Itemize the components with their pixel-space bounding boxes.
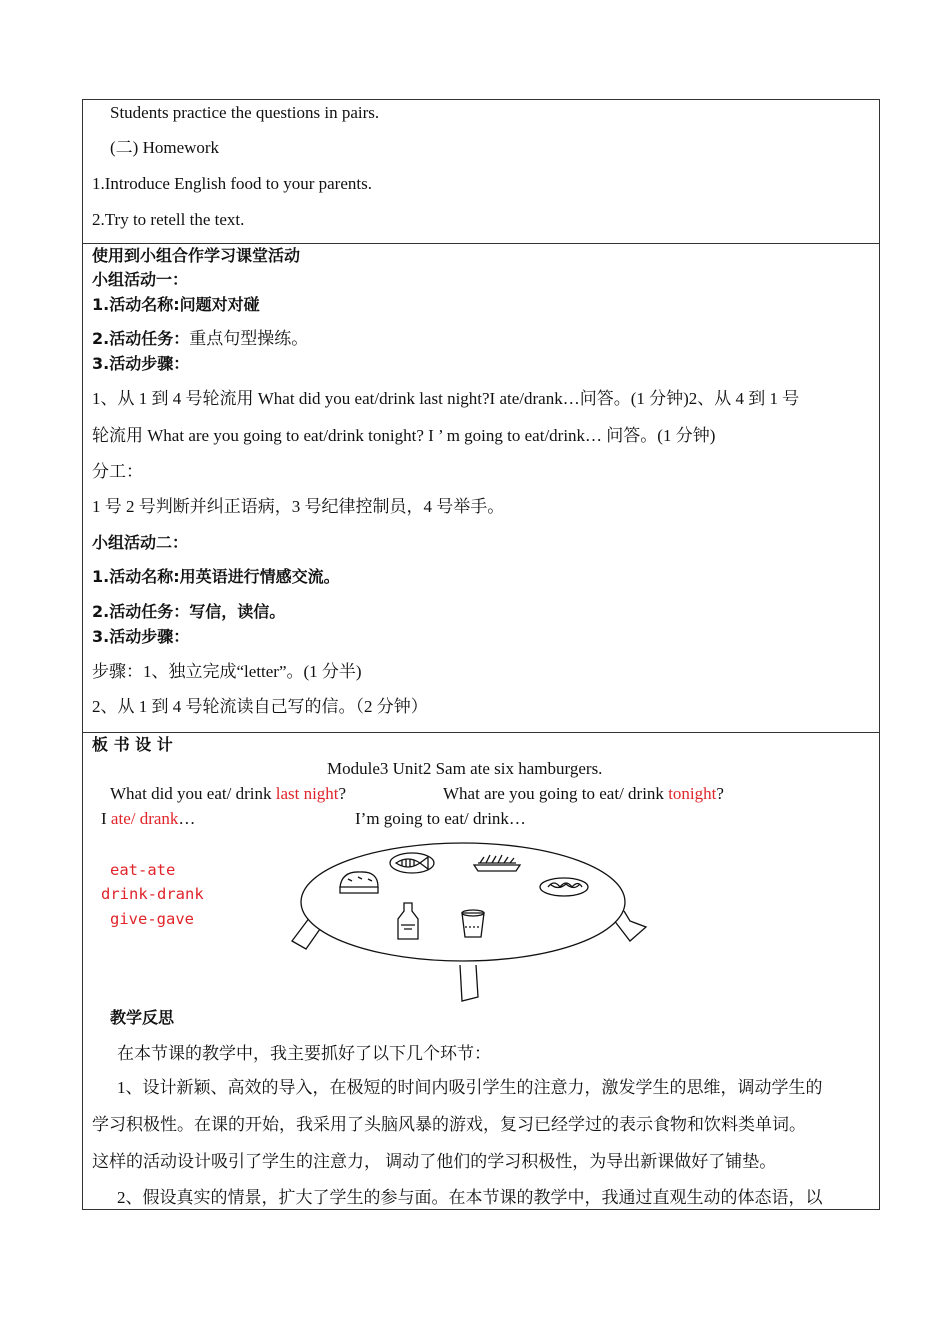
question-past: What did you eat/ drink last night? (110, 784, 347, 803)
homework-item-1: 1.Introduce English food to your parents. (92, 174, 372, 193)
verb-pair-3: give-gave (110, 910, 194, 928)
blackboard-title: Module3 Unit2 Sam ate six hamburgers. (327, 759, 603, 778)
reflection-line-3: 学习积极性。在课的开始，我采用了头脑风暴的游戏，复习已经学过的表示食物和饮料类单词。 (92, 1115, 806, 1134)
verb-pair-1: eat-ate (110, 861, 176, 879)
homework-heading: (二) Homework (110, 138, 220, 157)
group1-division-label: 分工： (92, 462, 143, 481)
group2-step-a: 步骤：1、独立完成“letter”。(1 分半) (92, 662, 362, 681)
group2-name: 1.活动名称:用英语进行情感交流。 (92, 567, 340, 586)
answer-past: I ate/ drank… (101, 809, 196, 828)
blackboard-heading: 板 书 设 计 (92, 735, 173, 754)
group2-steps-label: 3.活动步骤： (92, 627, 190, 646)
reflection-line-5: 2、假设真实的情景，扩大了学生的参与面。在本节课的教学中，我通过直观生动的体态语，以 (117, 1188, 823, 1207)
group2-step-b: 2、从 1 到 4 号轮流读自己写的信。（2 分钟） (92, 697, 428, 716)
group-activity-heading: 使用到小组合作学习课堂活动 (92, 246, 301, 265)
homework-cell (83, 100, 879, 244)
reflection-line-2: 1、设计新颖、高效的导入，在极短的时间内吸引学生的注意力，激发学生的思维，调动学生的 (117, 1078, 823, 1097)
group2-task: 2.活动任务：写信，读信。 (92, 602, 286, 621)
group1-division: 1 号 2 号判断并纠正语病，3 号纪律控制员，4 号举手。 (92, 497, 505, 516)
blackboard-cell (83, 733, 879, 1211)
question-future: What are you going to eat/ drink tonight? (443, 784, 724, 803)
table-food-illustration (288, 837, 658, 1007)
answer-future: I’m going to eat/ drink… (355, 809, 526, 828)
homework-item-2: 2.Try to retell the text. (92, 210, 245, 229)
practice-line: Students practice the questions in pairs. (110, 103, 380, 122)
group1-step-b: 轮流用 What are you going to eat/drink tonight? I ’ m going to eat/drink… 问答。(1 分钟) (92, 426, 716, 445)
group1-steps-label: 3.活动步骤： (92, 354, 190, 373)
reflection-line-4: 这样的活动设计吸引了学生的注意力， 调动了他们的学习积极性，为导出新课做好了铺垫。 (92, 1152, 777, 1171)
reflection-line-1: 在本节课的教学中，我主要抓好了以下几个环节： (117, 1044, 491, 1063)
group1-task: 2.活动任务：重点句型操练。 (92, 329, 309, 348)
verb-pair-2: drink-drank (101, 885, 204, 903)
group1-title: 小组活动一： (92, 270, 189, 289)
reflection-heading: 教学反思 (110, 1008, 175, 1027)
group1-name: 1.活动名称:问题对对碰 (92, 295, 260, 314)
group2-title: 小组活动二： (92, 533, 189, 552)
group1-step-a: 1、从 1 到 4 号轮流用 What did you eat/drink last night?I ate/drank…问答。(1 分钟)2、从 4 到 1 号 (92, 389, 800, 408)
group-activity-cell (83, 244, 879, 733)
lesson-plan-table (82, 99, 880, 1210)
